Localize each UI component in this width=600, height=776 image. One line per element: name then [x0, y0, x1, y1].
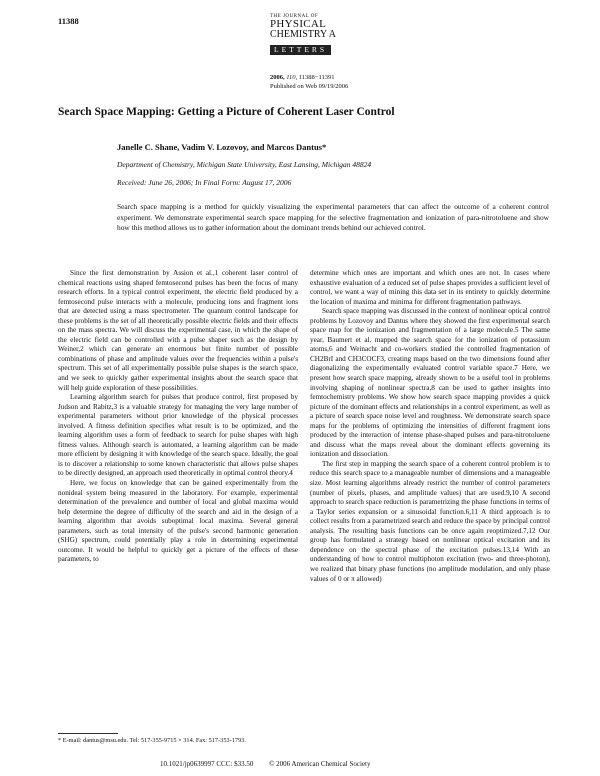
received-dates: Received: June 26, 2006; In Final Form: August 17, 2006	[117, 178, 292, 187]
citation-volume: 110,	[286, 74, 298, 81]
article-title: Search Space Mapping: Getting a Picture of Coherent Laser Control	[58, 106, 395, 118]
logo-line-3: CHEMISTRY A	[270, 29, 337, 40]
body-column-right	[310, 269, 550, 584]
body-column-left	[58, 269, 298, 565]
citation	[270, 73, 348, 91]
logo-line-4: LETTERS	[270, 45, 331, 55]
body-paragraph: determine which ones are important and which ones are not. In cases where exhaustive evaluation of a reduced set of pulse shapes provides a sufficient level of control, we want a way of mining this data set in its entirety to quickly determine the location of maxima and minima for different fragmentation pathways.	[310, 269, 550, 306]
affiliation: Department of Chemistry, Michigan State University, East Lansing, Michigan 48824	[117, 160, 372, 169]
footnote-rule	[58, 733, 118, 734]
logo-line-1: THE JOURNAL OF	[270, 14, 319, 19]
footer-doi: 10.1021/jp0639997 CCC: $33.50	[160, 760, 254, 768]
page-number: 11388	[58, 16, 79, 26]
footer-copyright: © 2006 American Chemical Society	[269, 760, 371, 768]
authors: Janelle C. Shane, Vadim V. Lozovoy, and Marcos Dantus*	[117, 142, 327, 152]
footnote-email: * E-mail: dantus@msu.edu. Tel: 517-355-9715 × 314. Fax: 517-353-1793.	[58, 737, 246, 744]
body-paragraph: The first step in mapping the search space of a coherent control problem is to reduce this search space to a manageable number of dimensions and a manageable size. Most learning algorithms already restrict the number of control parameters (number of pixels, phases, and amplitude values) that are used.9,10 A second approach to search space reduction is parametrizing the phase functions in terms of a Taylor series expansion or a sinusoidal function.6,11 A third approach is to collect results from a parametrized search and reduce the space by principal control analysis. The resulting basis functions can be once again reoptimized.7,12 Our group has formulated a strategy based on nonlinear optical excitation and its dependence on the spectral phase of the excitation pulses.13,14 With an understanding of how to control multiphoton excitation (two- and three-photon), we realized that binary phase functions (no amplitude modulation, and only phase values of 0 or π allowed)	[310, 459, 550, 583]
body-paragraph: Since the first demonstration by Assion et al.,1 coherent laser control of chemical reactions using shaped femtosecond pulses has been the focus of many research efforts. In a typical control experiment, the electric field produced by a femtosecond pulse interacts with a molecule, producing ions and fragment ions that are detected using a mass spectrometer. The quantum control landscape for these problems is the set of all theoretically possible electric fields and their effects on the mass spectra. We will discuss the experimental case, in which the shape of the electric field can be controlled with a pulse shaper such as the design by Weiner,2 which can generate an enormous but finite number of possible combinations of phase and amplitude values over the frequencies within a pulse's spectrum. This set of all experimentally possible pulse shapes is the search space, and we seek to quickly gather experimental insights about the search space that will help guide exploration of these possibilities.	[58, 269, 298, 392]
citation-year: 2006,	[270, 74, 285, 81]
body-paragraph: Here, we focus on knowledge that can be gained experimentally from the nonideal system being measured in the laboratory. For example, experimental determination of the prevalence and number of local and global maxima would help determine the degree of difficulty of the search and aid in the design of a learning algorithm that avoids suboptimal local maxima. Several general parameters, such as total intensity of the pulse's second harmonic generation (SHG) spectrum, could potentially play a role in determining experimental outcome. It would be helpful to quickly get a picture of the effects of these parameters, to	[58, 479, 298, 564]
body-paragraph: Search space mapping was discussed in the context of nonlinear optical control problems by Lozovoy and Dantus where they showed the first experimental search space map for the ionization and fragmentation of a large molecule.5 The same year, Baumert et al. mapped the search space for the ionization of potassium atoms,6 and Weinacht and co-workers studied the controlled fragmentation of CH2BrI and CH3COCF3, creating maps based on the two dimensions found after diagonalizing the experimentally evaluated control variable space.7 Here, we present how search space mapping, already shown to be a useful tool in problems involving shaping of nonlinear spectra,8 can be used to gather insights into femtochemistry problems. We show how search space mapping provides a quick picture of the dominant effects and relationships in a control experiment, as well as a picture of search space noise level and roughness. We demonstrate search space maps for the problems of optimizing the intensities of different fragment ions produced by the interaction of intense phase-shaped pulses and para-nitrotoluene and discuss what the maps reveal about the dominant effects governing its ionization and dissociation.	[310, 307, 550, 459]
abstract: Search space mapping is a method for quickly visualizing the experimental parameters that can affect the outcome of a coherent control experiment. We demonstrate experimental search space mapping for the selective fragmentation and ionization of para-nitrotoluene and show how this method allows us to gather information about the dominant trends behind our achieved control.	[117, 202, 549, 233]
logo-line-2: PHYSICAL	[270, 18, 327, 30]
body-paragraph: Learning algorithm search for pulses that produce control, first proposed by Judson and Rabitz,3 is a valuable strategy for managing the very large number of experimental parameters without prior knowledge of the physical processes involved. A fitness definition specifies what result is to be optimized, and the learning algorithm uses a form of feedback to search for pulse shapes with high fitness values. Although search is automated, a learning algorithm can be made more efficient by designing it with knowledge of the search space. Ideally, the goal is to discover a relationship to some known characteristic that allows pulse shapes to be directly designed, an approach used theoretically in optimal control theory.4	[58, 393, 298, 478]
journal-logo	[270, 14, 362, 56]
page-footer	[160, 760, 384, 768]
published-date: Published on Web 09/19/2006	[270, 83, 349, 90]
citation-pages: 11388−11391	[298, 74, 335, 81]
